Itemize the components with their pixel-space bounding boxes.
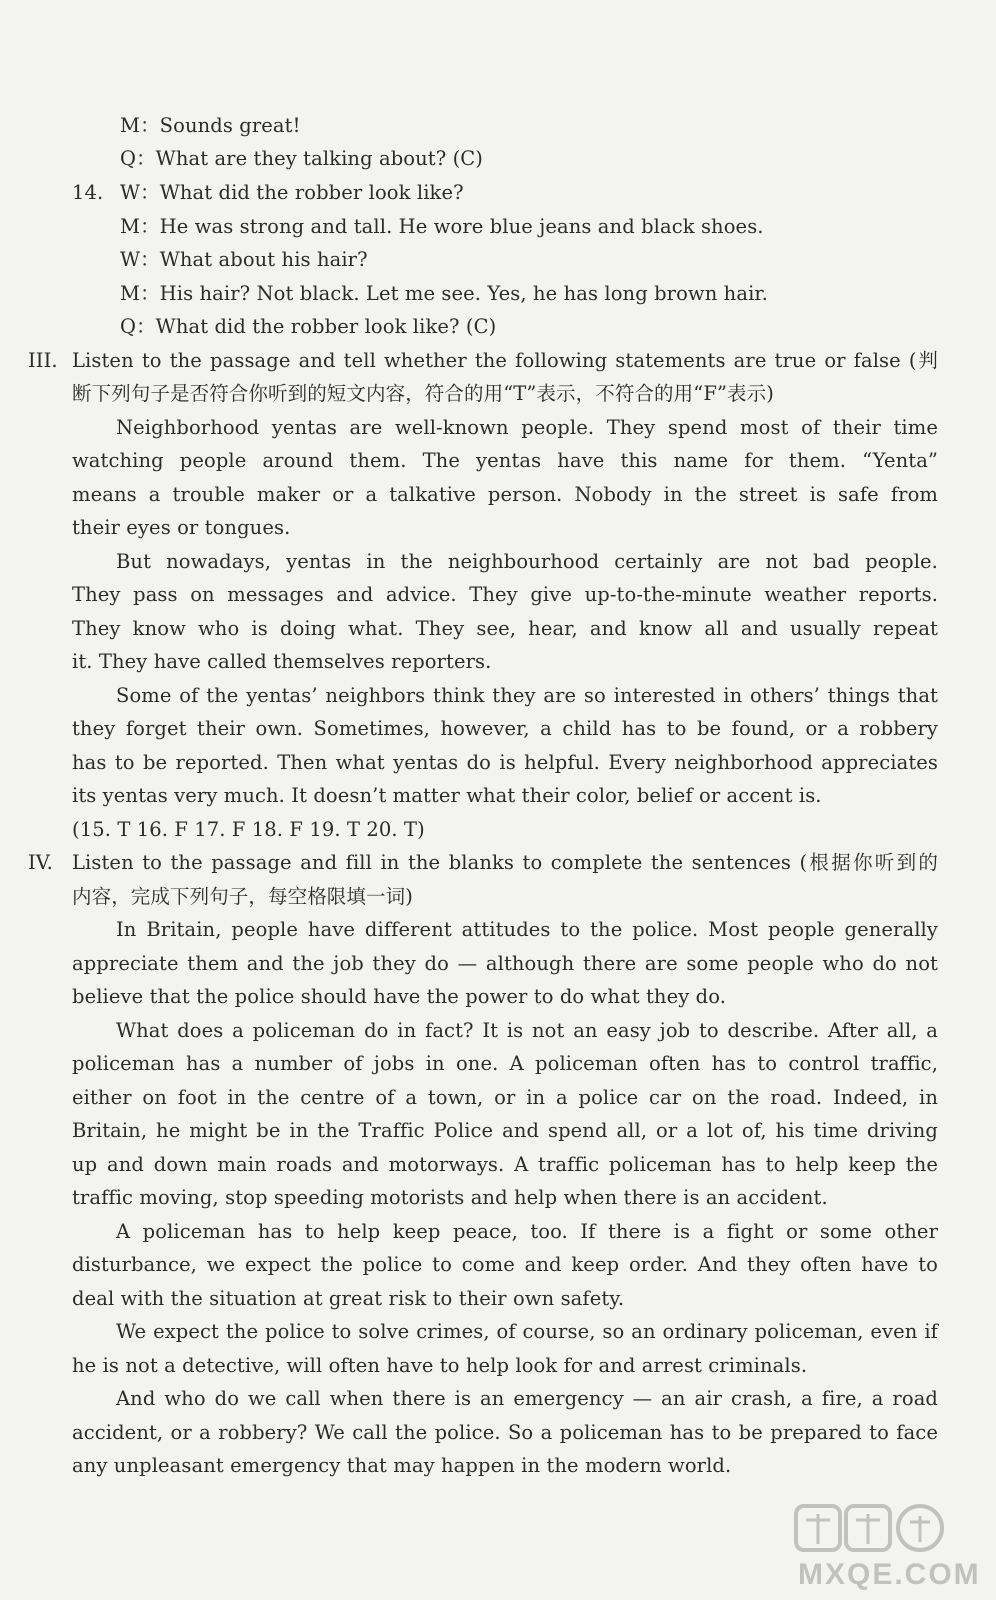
- passage-line: They know who is doing what. They see, hear, and know all and usually repeat: [72, 617, 938, 640]
- passage-line: watching people around them. The yentas have this name for them. “Yenta”: [72, 449, 938, 472]
- passage-line: either on foot in the centre of a town, or in a police car on the road. Indeed, in: [72, 1086, 938, 1109]
- passage-line: In Britain, people have different attitudes to the police. Most people generally: [116, 918, 938, 941]
- passage-line: means a trouble maker or a talkative person. Nobody in the street is safe from: [72, 483, 938, 506]
- watermark-text: MXQE.COM: [798, 1558, 981, 1591]
- passage-line: has to be reported. Then what yentas do is helpful. Every neighborhood appreciates: [72, 751, 938, 774]
- dialogue-line: M：He was strong and tall. He wore blue jeans and black shoes.: [120, 215, 764, 238]
- passage-line: believe that the police should have the power to do what they do.: [72, 985, 726, 1008]
- passage-line: any unpleasant emergency that may happen in the modern world.: [72, 1454, 732, 1477]
- passage-line: Some of the yentas’ neighbors think they are so interested in others’ things that: [116, 684, 938, 707]
- passage-line: Neighborhood yentas are well-known people. They spend most of their time: [116, 416, 938, 439]
- watermark-logo-icon: [792, 1500, 982, 1592]
- passage-line: accident, or a robbery? We call the police. So a policeman has to be prepared to face: [72, 1421, 938, 1444]
- section-instruction: Listen to the passage and fill in the blanks to complete the sentences (根据你听到的: [72, 851, 938, 874]
- passage-line: their eyes or tongues.: [72, 516, 291, 539]
- answer-key: (15. T 16. F 17. F 18. F 19. T 20. T): [72, 818, 425, 841]
- section-instruction: 内容，完成下列句子，每空格限填一词): [72, 885, 413, 908]
- passage-line: Britain, he might be in the Traffic Police and spend all, or a lot of, his time driving: [72, 1119, 938, 1142]
- passage-line: And who do we call when there is an emergency — an air crash, a fire, a road: [116, 1387, 938, 1410]
- section-number: IV.: [28, 851, 53, 874]
- dialogue-line: M：His hair? Not black. Let me see. Yes, he has long brown hair.: [120, 282, 768, 305]
- section-number: III.: [28, 349, 58, 372]
- dialogue-line: W：What did the robber look like?: [120, 181, 464, 204]
- passage-line: policeman has a number of jobs in one. A policeman often has to control traffic,: [72, 1052, 938, 1075]
- passage-line: its yentas very much. It doesn’t matter what their color, belief or accent is.: [72, 784, 822, 807]
- passage-line: traffic moving, stop speeding motorists and help when there is an accident.: [72, 1186, 828, 1209]
- passage-line: appreciate them and the job they do — although there are some people who do not: [72, 952, 938, 975]
- passage-line: it. They have called themselves reporters.: [72, 650, 492, 673]
- passage-line: What does a policeman do in fact? It is not an easy job to describe. After all, a: [116, 1019, 938, 1042]
- passage-line: they forget their own. Sometimes, however, a child has to be found, or a robbery: [72, 717, 938, 740]
- passage-line: We expect the police to solve crimes, of course, so an ordinary policeman, even if: [116, 1320, 938, 1343]
- dialogue-line: W：What about his hair?: [120, 248, 368, 271]
- item-number: 14.: [72, 181, 104, 204]
- passage-line: up and down main roads and motorways. A traffic policeman has to help keep the: [72, 1153, 938, 1176]
- passage-line: A policeman has to help keep peace, too. If there is a fight or some other: [116, 1220, 938, 1243]
- passage-line: he is not a detective, will often have to help look for and arrest criminals.: [72, 1354, 808, 1377]
- passage-line: They pass on messages and advice. They give up-to-the-minute weather reports.: [72, 583, 938, 606]
- dialogue-question: Q：What are they talking about? (C): [120, 147, 484, 170]
- section-instruction: Listen to the passage and tell whether the following statements are true or false (判: [72, 349, 938, 372]
- passage-line: But nowadays, yentas in the neighbourhood certainly are not bad people.: [116, 550, 938, 573]
- dialogue-question: Q：What did the robber look like? (C): [120, 315, 497, 338]
- passage-line: deal with the situation at great risk to their own safety.: [72, 1287, 625, 1310]
- dialogue-line: M：Sounds great!: [120, 114, 301, 137]
- passage-line: disturbance, we expect the police to come and keep order. And they often have to: [72, 1253, 938, 1276]
- section-instruction: 断下列句子是否符合你听到的短文内容，符合的用“T”表示，不符合的用“F”表示): [72, 382, 774, 405]
